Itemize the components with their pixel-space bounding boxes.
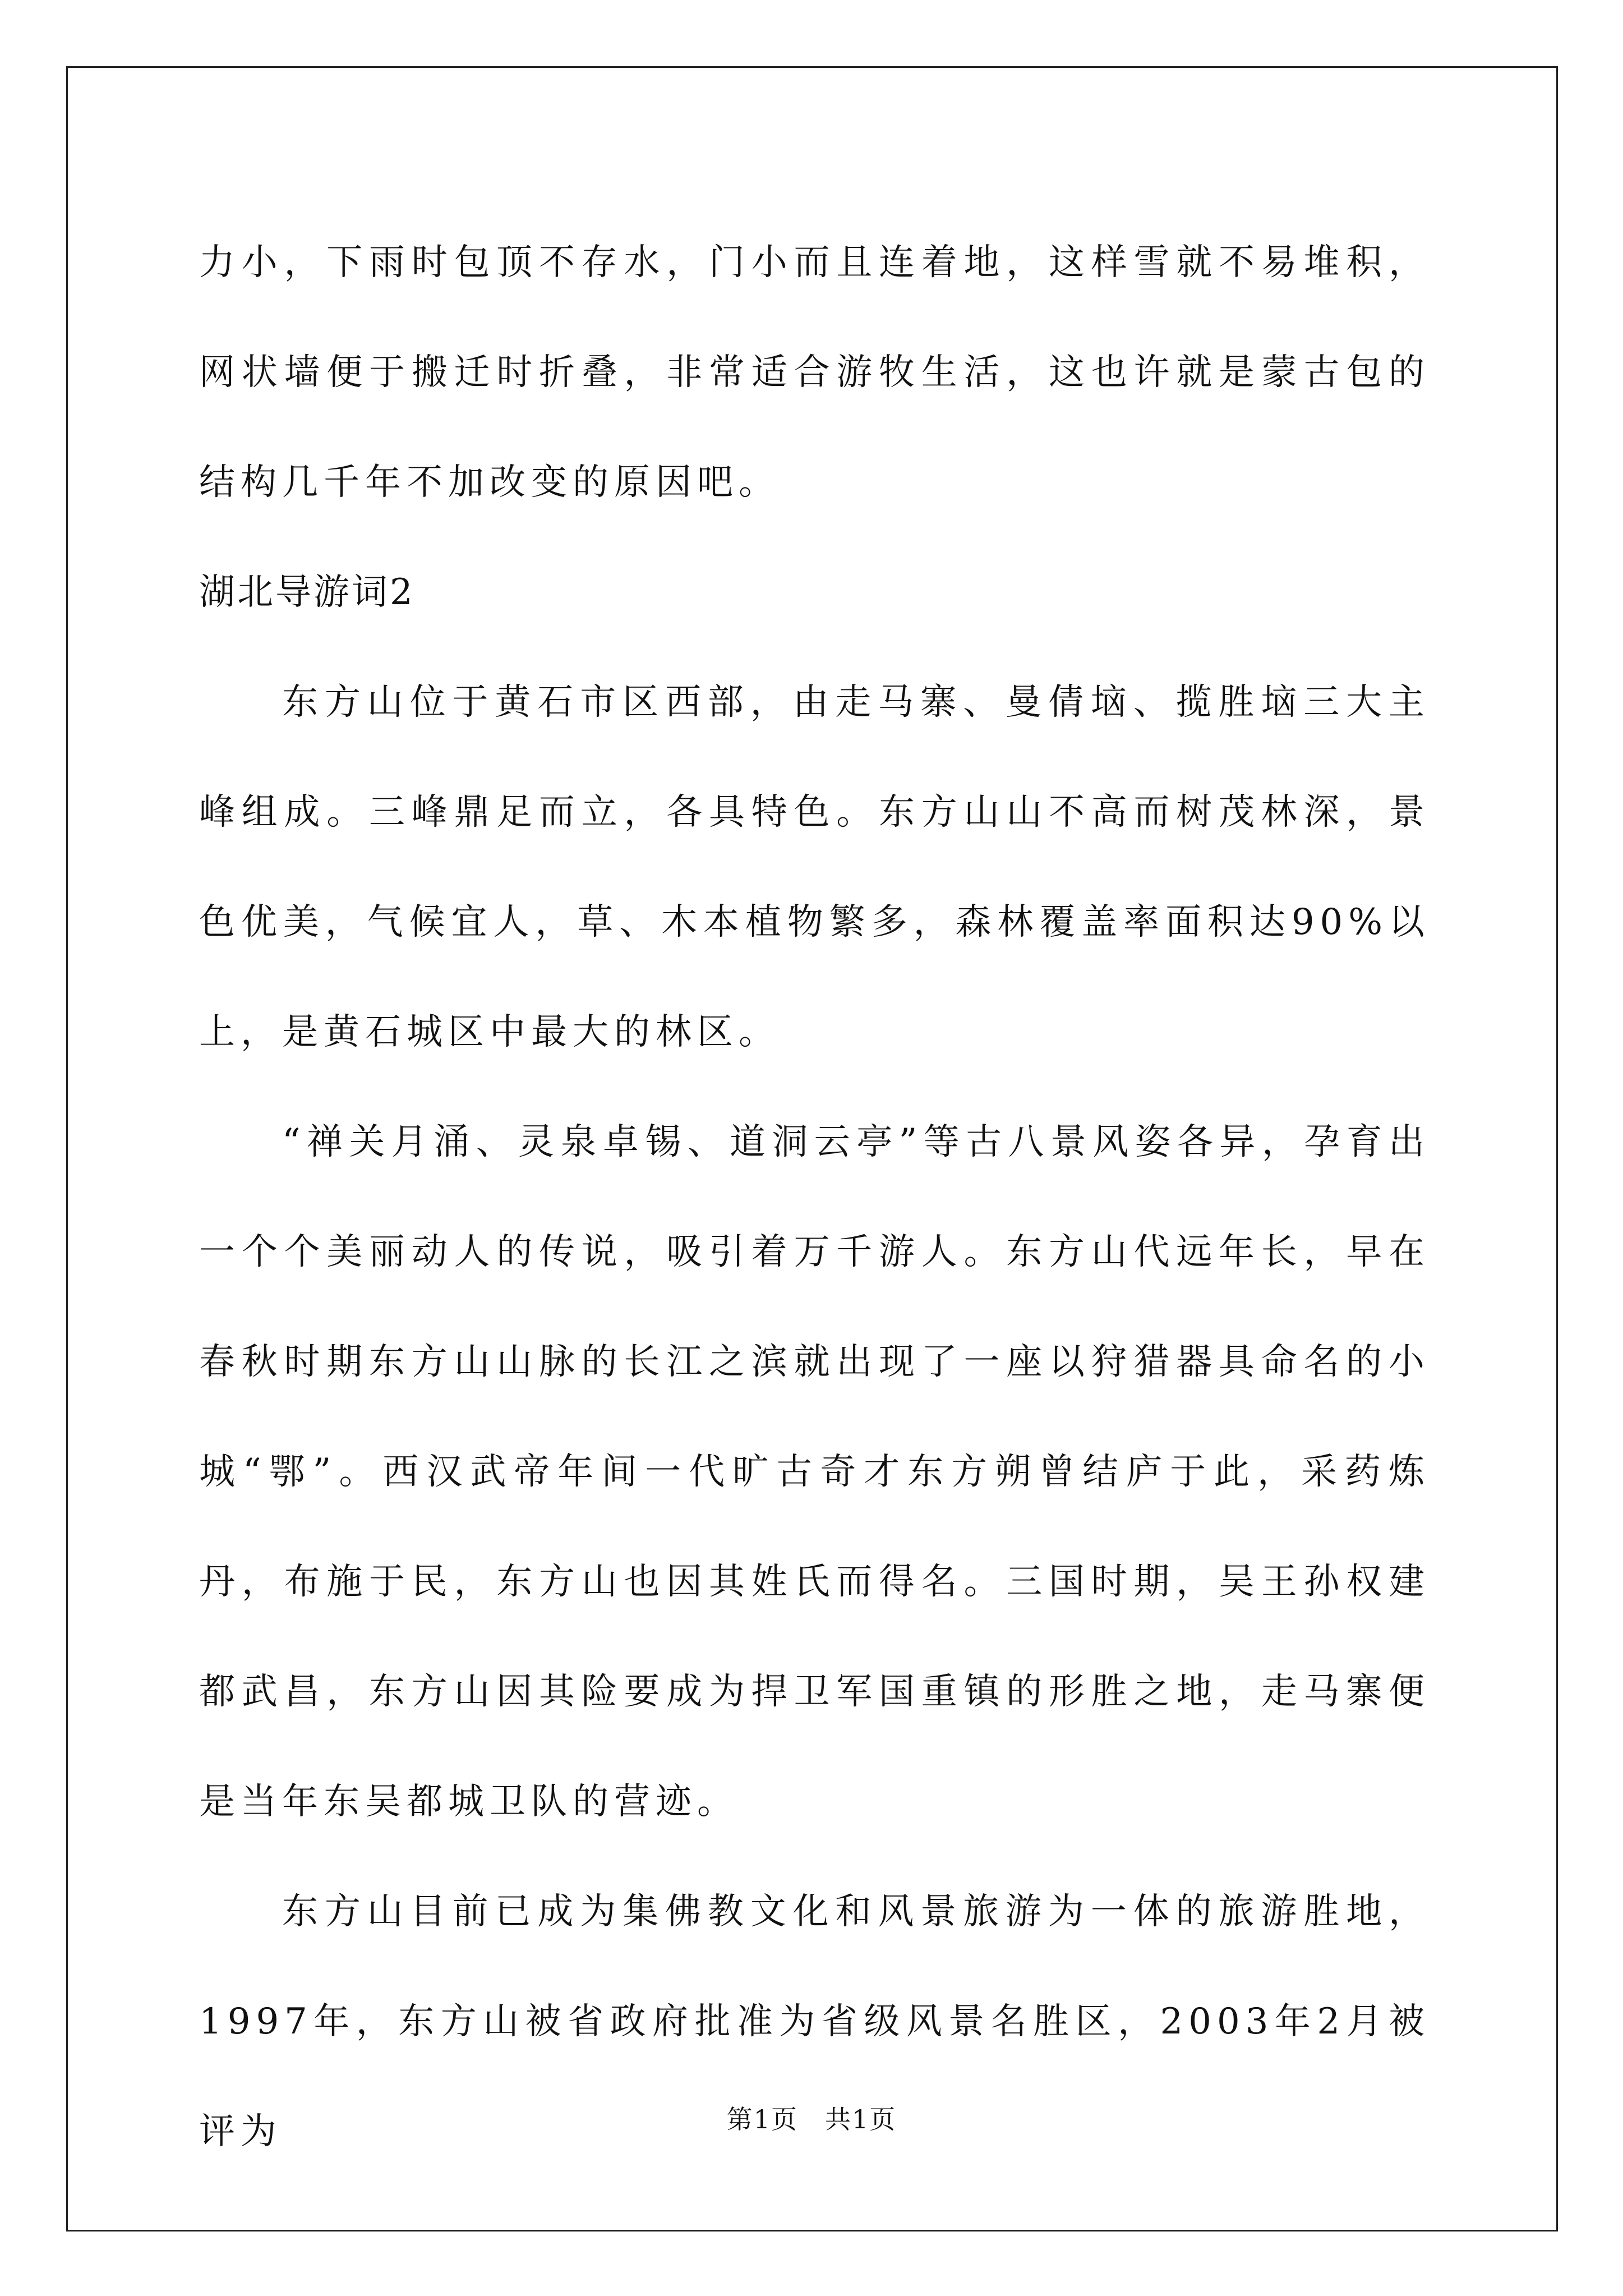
- page-footer: [0, 2099, 1623, 2136]
- document-body: [199, 208, 1430, 2187]
- section-heading: 湖北导游词2: [199, 572, 415, 613]
- paragraph-continuation: 力小，下雨时包顶不存水，门小而且连着地，这样雪就不易堆积，网状墙便于搬迁时折叠，非常适合游牧生活，这也许就是蒙古包的结构几千年不加改变的原因吧。: [199, 242, 1430, 503]
- page-total: 共1页: [825, 2104, 897, 2134]
- paragraph-dongfangshan-history: “禅关月涌、灵泉卓锡、道洞云亭”等古八景风姿各异，孕育出一个个美丽动人的传说，吸引着万千游人。东方山代远年长，早在春秋时期东方山山脉的长江之滨就出现了一座以狩猎器具命名的小城“鄂”。西汉武帝年间一代旷古奇才东方朔曾结庐于此，采药炼丹，布施于民，东方山也因其姓氏而得名。三国时期，吴王孙权建都武昌，东方山因其险要成为捍卫军国重镇的形胜之地，走马寨便是当年东吴都城卫队的营迹。: [199, 1121, 1430, 1823]
- paragraph-dongfangshan-intro: 东方山位于黄石市区西部，由走马寨、曼倩垴、揽胜垴三大主峰组成。三峰鼎足而立，各具特色。东方山山不高而树茂林深，景色优美，气候宜人，草、木本植物繁多，森林覆盖率面积达90%以上，是黄石城区中最大的林区。: [199, 682, 1430, 1053]
- paragraph-dongfangshan-tourism: 东方山目前已成为集佛教文化和风景旅游为一体的旅游胜地，1997年，东方山被省政府批准为省级风景名胜区，2003年2月被评为: [199, 1891, 1430, 2152]
- page-number: 第1页: [726, 2104, 798, 2134]
